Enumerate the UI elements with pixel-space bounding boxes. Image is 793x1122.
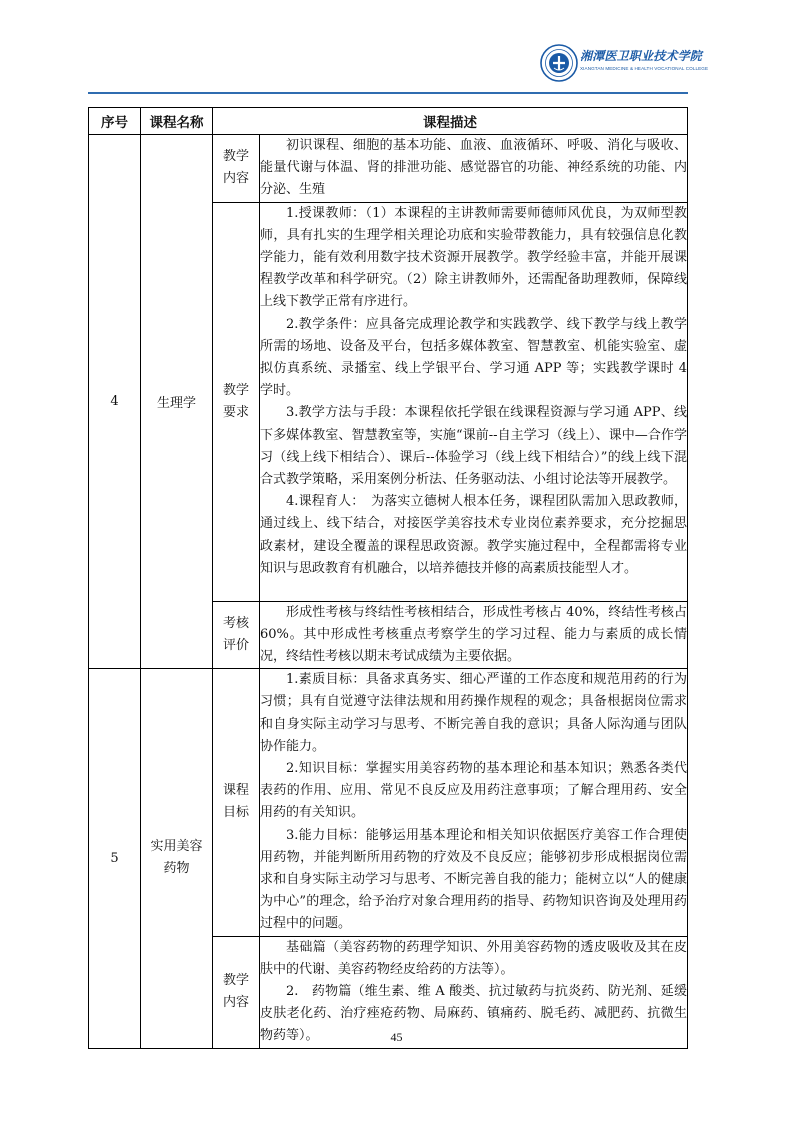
header-divider [88, 92, 688, 94]
course5-content-para: 2. 药物篇（维生素、维 A 酸类、抗过敏药与抗炎药、防光剂、延缓皮肤老化药、治疗痤疮药物、局麻药、镇痛药、脱毛药、减肥药、抗微生物药等）。 [260, 984, 687, 1044]
college-name-en: XIANGTAN MEDICINE & HEALTH VOCATIONAL COLLEGE [580, 66, 709, 71]
table-row [89, 135, 688, 203]
course5-goals-label: 课程 目标 [213, 669, 260, 936]
college-name-cn: 湘潭医卫职业技术学院 [580, 49, 703, 63]
course4-req-para: 2.教学条件：应具备完成理论教学和实践教学、线下教学与线上教学所需的场地、设备及平台，包括多媒体教室、智慧教室、机能实验室、虚拟仿真系统、录播室、线上学银平台、学习通 APP 等；实践教学课时 4 学时。 [260, 316, 687, 399]
course5-goal-para: 2.知识目标：掌握实用美容药物的基本理论和基本知识；熟悉各类代表药的作用、应用、常见不良反应及用药注意事项；了解合理用药、安全用药的有关知识。 [260, 761, 687, 821]
course5-content-para: 基础篇（美容药物的药理学知识、外用美容药物的透皮吸收及其在皮肤中的代谢、美容药物经皮给药的方法等）。 [260, 939, 687, 977]
header-course-name: 课程名称 [141, 108, 213, 135]
course4-req-para: 3.教学方法与手段：本课程依托学银在线课程资源与学习通 APP、线下多媒体教室、智慧教室等，实施“课前--自主学习（线上）、课中—合作学习（线上线下相结合）、课后--体验学习（线上线下相结合）”的线上线下混合式教学策略，采用案例分析法、任务驱动法、小组讨论法等开展教学。 [260, 405, 687, 488]
course5-goals-text [260, 669, 688, 936]
course4-requirements-label: 教学 要求 [213, 202, 260, 601]
table-row [89, 669, 688, 936]
course4-req-para: 1.授课教师：（1）本课程的主讲教师需要师德师风优良，为双师型教师，具有扎实的生理学相关理论功底和实验带教能力，具有较强信息化教学能力，能有效利用数字技术资源开展教学。教学经验丰富，并能开展课程教学改革和科学研究。（2）除主讲教师外，还需配备助理教师，保障线上线下教学正常有序进行。 [260, 205, 687, 310]
course4-no: 4 [89, 135, 141, 669]
course4-evaluation-text: 形成性考核与终结性考核相结合，形成性考核占 40%，终结性考核占 60%。其中形成性考核重点考察学生的学习过程、能力与素质的成长情况，终结性考核以期末考试成绩为主要依据。 [260, 601, 688, 669]
course4-requirements-text [260, 202, 688, 601]
course-table [88, 107, 688, 1049]
course4-content-label: 教学 内容 [213, 135, 260, 203]
course5-goal-para: 3.能力目标：能够运用基本理论和相关知识依据医疗美容工作合理使用药物，并能判断所用药物的疗效及不良反应；能够初步形成根据岗位需求和自身实际主动学习与思考、不断完善自我的能力；能树立以“人的健康为中心”的理念，给予治疗对象合理用药的指导、药物知识咨询及处理用药过程中的问题。 [260, 827, 687, 932]
course4-name: 生理学 [141, 135, 213, 669]
course4-evaluation-label: 考核 评价 [213, 601, 260, 669]
course5-no: 5 [89, 669, 141, 1048]
course5-name: 实用美容 药物 [141, 669, 213, 1048]
table-header-row [89, 108, 688, 135]
header-no: 序号 [89, 108, 141, 135]
course4-req-para: 4.课程育人： 为落实立德树人根本任务，课程团队需加入思政教师，通过线上、线下结合，对接医学美容技术专业岗位素养要求，充分挖掘思政素材，建设全覆盖的课程思政资源。教学实施过程中，全程都需将专业知识与思政教育有机融合，以培养德技并修的高素质技能型人才。 [260, 494, 687, 576]
college-logo [540, 44, 709, 86]
header-course-desc: 课程描述 [213, 108, 688, 135]
page-header [0, 0, 793, 96]
page-number: 45 [390, 1030, 403, 1044]
college-emblem-icon [540, 44, 578, 82]
course5-goal-para: 1.素质目标：具备求真务实、细心严谨的工作态度和规范用药的行为习惯；具有自觉遵守法律法规和用药操作规程的观念；具备根据岗位需求和自身实际主动学习与思考、不断完善自我的意识；具备人际沟通与团队协作能力。 [260, 672, 687, 754]
course5-content-label: 教学 内容 [213, 936, 260, 1048]
course4-content-text: 初识课程、细胞的基本功能、血液、血液循环、呼吸、消化与吸收、能量代谢与体温、肾的排泄功能、感觉器官的功能、神经系统的功能、内分泌、生殖 [260, 135, 688, 203]
